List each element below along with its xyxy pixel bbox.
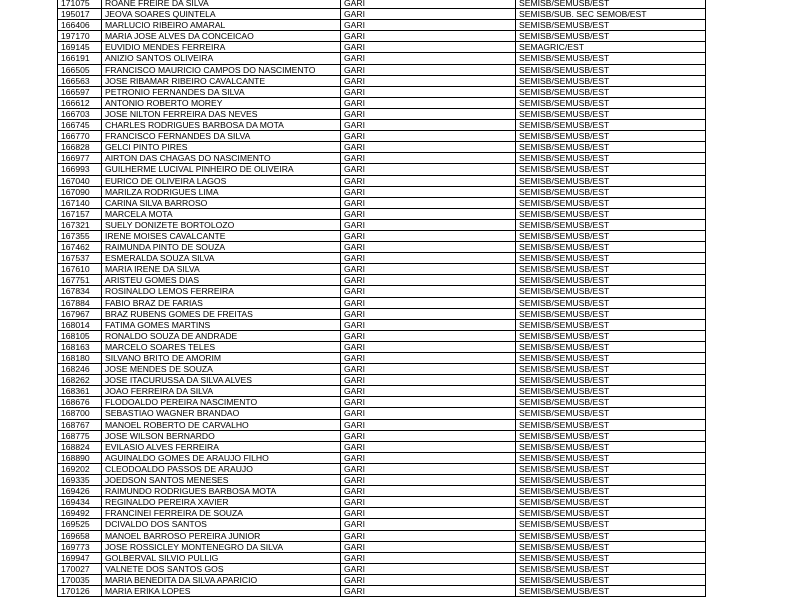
department-cell: SEMISB/SEMUSB/EST <box>516 319 706 330</box>
employee-id-cell: 169525 <box>58 519 102 530</box>
job-title-cell: GARI <box>341 253 516 264</box>
employee-name-cell: ROANE FREIRE DA SILVA <box>102 0 341 9</box>
employee-name-cell: JOSE ITACURUSSA DA SILVA ALVES <box>102 375 341 386</box>
employee-id-cell: 168163 <box>58 341 102 352</box>
table-row <box>58 153 706 164</box>
department-cell: SEMISB/SEMUSB/EST <box>516 120 706 131</box>
department-cell: SEMISB/SEMUSB/EST <box>516 297 706 308</box>
table-row <box>58 419 706 430</box>
employee-id-cell: 167321 <box>58 219 102 230</box>
job-title-cell: GARI <box>341 330 516 341</box>
department-cell: SEMISB/SEMUSB/EST <box>516 397 706 408</box>
department-cell: SEMISB/SEMUSB/EST <box>516 530 706 541</box>
job-title-cell: GARI <box>341 419 516 430</box>
job-title-cell: GARI <box>341 530 516 541</box>
table-row <box>58 208 706 219</box>
employee-id-cell: 168180 <box>58 353 102 364</box>
department-cell: SEMISB/SEMUSB/EST <box>516 131 706 142</box>
table-row <box>58 408 706 419</box>
department-cell: SEMISB/SEMUSB/EST <box>516 508 706 519</box>
job-title-cell: GARI <box>341 131 516 142</box>
department-cell: SEMISB/SEMUSB/EST <box>516 519 706 530</box>
table-row <box>58 131 706 142</box>
employee-id-cell: 168824 <box>58 441 102 452</box>
employee-id-cell: 170126 <box>58 585 102 596</box>
table-row <box>58 541 706 552</box>
job-title-cell: GARI <box>341 186 516 197</box>
job-title-cell: GARI <box>341 397 516 408</box>
job-title-cell: GARI <box>341 219 516 230</box>
department-cell: SEMISB/SEMUSB/EST <box>516 186 706 197</box>
employee-table-body <box>58 0 706 597</box>
job-title-cell: GARI <box>341 20 516 31</box>
job-title-cell: GARI <box>341 208 516 219</box>
job-title-cell: GARI <box>341 108 516 119</box>
employee-id-cell: 169658 <box>58 530 102 541</box>
department-cell: SEMISB/SEMUSB/EST <box>516 153 706 164</box>
employee-id-cell: 166993 <box>58 164 102 175</box>
table-row <box>58 486 706 497</box>
department-cell: SEMISB/SEMUSB/EST <box>516 208 706 219</box>
employee-name-cell: CHARLES RODRIGUES BARBOSA DA MOTA <box>102 120 341 131</box>
table-row <box>58 186 706 197</box>
job-title-cell: GARI <box>341 452 516 463</box>
table-row <box>58 31 706 42</box>
employee-name-cell: EURICO DE OLIVEIRA LAGOS <box>102 175 341 186</box>
job-title-cell: GARI <box>341 463 516 474</box>
department-cell: SEMISB/SEMUSB/EST <box>516 419 706 430</box>
department-cell: SEMISB/SEMUSB/EST <box>516 53 706 64</box>
employee-id-cell: 166977 <box>58 153 102 164</box>
table-row <box>58 330 706 341</box>
employee-name-cell: JOSE RIBAMAR RIBEIRO CAVALCANTE <box>102 75 341 86</box>
employee-name-cell: REGINALDO PEREIRA XAVIER <box>102 497 341 508</box>
department-cell: SEMISB/SEMUSB/EST <box>516 230 706 241</box>
employee-name-cell: FRANCISCO MAURICIO CAMPOS DO NASCIMENTO <box>102 64 341 75</box>
department-cell: SEMISB/SEMUSB/EST <box>516 497 706 508</box>
table-row <box>58 242 706 253</box>
department-cell: SEMISB/SEMUSB/EST <box>516 197 706 208</box>
employee-name-cell: MARCELA MOTA <box>102 208 341 219</box>
employee-id-cell: 167157 <box>58 208 102 219</box>
department-cell: SEMISB/SEMUSB/EST <box>516 563 706 574</box>
job-title-cell: GARI <box>341 175 516 186</box>
employee-name-cell: FABIO BRAZ DE FARIAS <box>102 297 341 308</box>
employee-id-cell: 170035 <box>58 574 102 585</box>
employee-name-cell: JEOVA SOARES QUINTELA <box>102 9 341 20</box>
employee-name-cell: GUILHERME LUCIVAL PINHEIRO DE OLIVEIRA <box>102 164 341 175</box>
table-row <box>58 441 706 452</box>
employee-id-cell: 169426 <box>58 486 102 497</box>
department-cell: SEMISB/SEMUSB/EST <box>516 585 706 596</box>
table-row <box>58 97 706 108</box>
department-cell: SEMISB/SEMUSB/EST <box>516 86 706 97</box>
job-title-cell: GARI <box>341 375 516 386</box>
employee-name-cell: SILVANO BRITO DE AMORIM <box>102 353 341 364</box>
department-cell: SEMISB/SEMUSB/EST <box>516 574 706 585</box>
table-row <box>58 230 706 241</box>
job-title-cell: GARI <box>341 64 516 75</box>
employee-id-cell: 171075 <box>58 0 102 9</box>
job-title-cell: GARI <box>341 475 516 486</box>
department-cell: SEMISB/SEMUSB/EST <box>516 142 706 153</box>
department-cell: SEMISB/SEMUSB/EST <box>516 0 706 9</box>
employee-id-cell: 168262 <box>58 375 102 386</box>
department-cell: SEMISB/SEMUSB/EST <box>516 330 706 341</box>
department-cell: SEMISB/SEMUSB/EST <box>516 64 706 75</box>
job-title-cell: GARI <box>341 53 516 64</box>
employee-name-cell: FRANCISCO FERNANDES DA SILVA <box>102 131 341 142</box>
department-cell: SEMISB/SEMUSB/EST <box>516 164 706 175</box>
department-cell: SEMISB/SEMUSB/EST <box>516 475 706 486</box>
employee-id-cell: 166703 <box>58 108 102 119</box>
table-row <box>58 75 706 86</box>
employee-id-cell: 169947 <box>58 552 102 563</box>
employee-id-cell: 166745 <box>58 120 102 131</box>
department-cell: SEMISB/SEMUSB/EST <box>516 452 706 463</box>
employee-id-cell: 167090 <box>58 186 102 197</box>
table-row <box>58 297 706 308</box>
employee-name-cell: MANOEL BARROSO PEREIRA JUNIOR <box>102 530 341 541</box>
employee-name-cell: JOSE MENDES DE SOUZA <box>102 364 341 375</box>
employee-id-cell: 167140 <box>58 197 102 208</box>
employee-name-cell: SUELY DONIZETE BORTOLOZO <box>102 219 341 230</box>
table-row <box>58 275 706 286</box>
employee-id-cell: 169145 <box>58 42 102 53</box>
employee-name-cell: AIRTON DAS CHAGAS DO NASCIMENTO <box>102 153 341 164</box>
table-row <box>58 20 706 31</box>
employee-id-cell: 167834 <box>58 286 102 297</box>
table-row <box>58 253 706 264</box>
employee-name-cell: FLODOALDO PEREIRA NASCIMENTO <box>102 397 341 408</box>
job-title-cell: GARI <box>341 197 516 208</box>
job-title-cell: GARI <box>341 386 516 397</box>
department-cell: SEMISB/SEMUSB/EST <box>516 408 706 419</box>
table-row <box>58 430 706 441</box>
employee-id-cell: 166191 <box>58 53 102 64</box>
table-row <box>58 463 706 474</box>
job-title-cell: GARI <box>341 541 516 552</box>
job-title-cell: GARI <box>341 0 516 9</box>
job-title-cell: GARI <box>341 153 516 164</box>
job-title-cell: GARI <box>341 142 516 153</box>
employee-id-cell: 168775 <box>58 430 102 441</box>
employee-name-cell: JOAO FERREIRA DA SILVA <box>102 386 341 397</box>
employee-id-cell: 166406 <box>58 20 102 31</box>
table-row <box>58 108 706 119</box>
employee-name-cell: RAIMUNDA PINTO DE SOUZA <box>102 242 341 253</box>
department-cell: SEMISB/SUB. SEC SEMOB/EST <box>516 9 706 20</box>
job-title-cell: GARI <box>341 75 516 86</box>
employee-name-cell: AGUINALDO GOMES DE ARAUJO FILHO <box>102 452 341 463</box>
department-cell: SEMISB/SEMUSB/EST <box>516 253 706 264</box>
employee-id-cell: 168014 <box>58 319 102 330</box>
table-row <box>58 64 706 75</box>
employee-name-cell: GOLBERVAL SILVIO PULLIG <box>102 552 341 563</box>
employee-id-cell: 169773 <box>58 541 102 552</box>
table-row <box>58 563 706 574</box>
employee-name-cell: PETRONIO FERNANDES DA SILVA <box>102 86 341 97</box>
job-title-cell: GARI <box>341 31 516 42</box>
employee-id-cell: 168361 <box>58 386 102 397</box>
employee-id-cell: 167040 <box>58 175 102 186</box>
employee-id-cell: 167537 <box>58 253 102 264</box>
table-row <box>58 175 706 186</box>
employee-id-cell: 168890 <box>58 452 102 463</box>
employee-id-cell: 167884 <box>58 297 102 308</box>
table-row <box>58 353 706 364</box>
department-cell: SEMISB/SEMUSB/EST <box>516 31 706 42</box>
employee-table <box>57 0 706 597</box>
job-title-cell: GARI <box>341 164 516 175</box>
employee-name-cell: EUVIDIO MENDES FERREIRA <box>102 42 341 53</box>
table-row <box>58 53 706 64</box>
table-row <box>58 86 706 97</box>
employee-name-cell: MARIA JOSE ALVES DA CONCEICAO <box>102 31 341 42</box>
job-title-cell: GARI <box>341 408 516 419</box>
table-row <box>58 142 706 153</box>
job-title-cell: GARI <box>341 319 516 330</box>
employee-id-cell: 197170 <box>58 31 102 42</box>
employee-id-cell: 166563 <box>58 75 102 86</box>
employee-id-cell: 195017 <box>58 9 102 20</box>
employee-id-cell: 168767 <box>58 419 102 430</box>
job-title-cell: GARI <box>341 297 516 308</box>
job-title-cell: GARI <box>341 441 516 452</box>
employee-id-cell: 166770 <box>58 131 102 142</box>
employee-id-cell: 168700 <box>58 408 102 419</box>
job-title-cell: GARI <box>341 275 516 286</box>
table-row <box>58 530 706 541</box>
department-cell: SEMISB/SEMUSB/EST <box>516 108 706 119</box>
employee-name-cell: JOSE ROSSICLEY MONTENEGRO DA SILVA <box>102 541 341 552</box>
department-cell: SEMISB/SEMUSB/EST <box>516 219 706 230</box>
table-row <box>58 574 706 585</box>
employee-name-cell: BRAZ RUBENS GOMES DE FREITAS <box>102 308 341 319</box>
employee-id-cell: 170027 <box>58 563 102 574</box>
job-title-cell: GARI <box>341 519 516 530</box>
department-cell: SEMISB/SEMUSB/EST <box>516 308 706 319</box>
employee-name-cell: MARILZA RODRIGUES LIMA <box>102 186 341 197</box>
employee-name-cell: JOSE NILTON FERREIRA DAS NEVES <box>102 108 341 119</box>
department-cell: SEMISB/SEMUSB/EST <box>516 75 706 86</box>
table-row <box>58 264 706 275</box>
table-row <box>58 519 706 530</box>
employee-name-cell: MARLUCIO RIBEIRO AMARAL <box>102 20 341 31</box>
table-row <box>58 286 706 297</box>
employee-name-cell: RONALDO SOUZA DE ANDRADE <box>102 330 341 341</box>
employee-name-cell: MANOEL ROBERTO DE CARVALHO <box>102 419 341 430</box>
employee-id-cell: 166612 <box>58 97 102 108</box>
department-cell: SEMISB/SEMUSB/EST <box>516 463 706 474</box>
job-title-cell: GARI <box>341 353 516 364</box>
employee-name-cell: MARIA ERIKA LOPES <box>102 585 341 596</box>
table-row <box>58 552 706 563</box>
job-title-cell: GARI <box>341 508 516 519</box>
job-title-cell: GARI <box>341 574 516 585</box>
department-cell: SEMISB/SEMUSB/EST <box>516 364 706 375</box>
job-title-cell: GARI <box>341 120 516 131</box>
table-row <box>58 386 706 397</box>
employee-id-cell: 169492 <box>58 508 102 519</box>
department-cell: SEMISB/SEMUSB/EST <box>516 486 706 497</box>
table-row <box>58 375 706 386</box>
department-cell: SEMISB/SEMUSB/EST <box>516 353 706 364</box>
employee-name-cell: IRENE MOISES CAVALCANTE <box>102 230 341 241</box>
table-row <box>58 197 706 208</box>
department-cell: SEMISB/SEMUSB/EST <box>516 20 706 31</box>
employee-id-cell: 169202 <box>58 463 102 474</box>
employee-id-cell: 169335 <box>58 475 102 486</box>
employee-id-cell: 167355 <box>58 230 102 241</box>
table-row <box>58 452 706 463</box>
job-title-cell: GARI <box>341 230 516 241</box>
employee-id-cell: 166828 <box>58 142 102 153</box>
table-row <box>58 364 706 375</box>
table-row <box>58 319 706 330</box>
department-cell: SEMISB/SEMUSB/EST <box>516 430 706 441</box>
employee-id-cell: 168676 <box>58 397 102 408</box>
department-cell: SEMISB/SEMUSB/EST <box>516 264 706 275</box>
job-title-cell: GARI <box>341 486 516 497</box>
table-row <box>58 164 706 175</box>
department-cell: SEMISB/SEMUSB/EST <box>516 375 706 386</box>
employee-name-cell: FATIMA GOMES MARTINS <box>102 319 341 330</box>
job-title-cell: GARI <box>341 42 516 53</box>
employee-id-cell: 166505 <box>58 64 102 75</box>
employee-id-cell: 168246 <box>58 364 102 375</box>
job-title-cell: GARI <box>341 364 516 375</box>
employee-name-cell: JOSE WILSON BERNARDO <box>102 430 341 441</box>
job-title-cell: GARI <box>341 563 516 574</box>
table-row <box>58 475 706 486</box>
table-row <box>58 120 706 131</box>
table-row <box>58 341 706 352</box>
department-cell: SEMISB/SEMUSB/EST <box>516 552 706 563</box>
job-title-cell: GARI <box>341 308 516 319</box>
department-cell: SEMISB/SEMUSB/EST <box>516 275 706 286</box>
employee-id-cell: 166597 <box>58 86 102 97</box>
employee-name-cell: MARIA BENEDITA DA SILVA APARICIO <box>102 574 341 585</box>
job-title-cell: GARI <box>341 552 516 563</box>
department-cell: SEMISB/SEMUSB/EST <box>516 242 706 253</box>
table-row <box>58 42 706 53</box>
employee-name-cell: CARINA SILVA BARROSO <box>102 197 341 208</box>
department-cell: SEMISB/SEMUSB/EST <box>516 286 706 297</box>
department-cell: SEMAGRIC/EST <box>516 42 706 53</box>
employee-name-cell: ROSINALDO LEMOS FERREIRA <box>102 286 341 297</box>
employee-name-cell: MARIA IRENE DA SILVA <box>102 264 341 275</box>
table-row <box>58 0 706 9</box>
table-row <box>58 397 706 408</box>
employee-name-cell: DCIVALDO DOS SANTOS <box>102 519 341 530</box>
employee-name-cell: GELCI PINTO PIRES <box>102 142 341 153</box>
employee-name-cell: MARCELO SOARES TELES <box>102 341 341 352</box>
table-row <box>58 497 706 508</box>
table-row <box>58 308 706 319</box>
employee-name-cell: JOEDSON SANTOS MENESES <box>102 475 341 486</box>
job-title-cell: GARI <box>341 286 516 297</box>
employee-id-cell: 168105 <box>58 330 102 341</box>
employee-id-cell: 167610 <box>58 264 102 275</box>
department-cell: SEMISB/SEMUSB/EST <box>516 97 706 108</box>
job-title-cell: GARI <box>341 9 516 20</box>
department-cell: SEMISB/SEMUSB/EST <box>516 341 706 352</box>
table-row <box>58 219 706 230</box>
employee-id-cell: 167967 <box>58 308 102 319</box>
job-title-cell: GARI <box>341 97 516 108</box>
department-cell: SEMISB/SEMUSB/EST <box>516 541 706 552</box>
job-title-cell: GARI <box>341 585 516 596</box>
employee-name-cell: ANIZIO SANTOS OLIVEIRA <box>102 53 341 64</box>
employee-name-cell: FRANCINEI FERREIRA DE SOUZA <box>102 508 341 519</box>
employee-name-cell: CLEODOALDO PASSOS DE ARAUJO <box>102 463 341 474</box>
employee-name-cell: ARISTEU GOMES DIAS <box>102 275 341 286</box>
table-row <box>58 9 706 20</box>
employee-id-cell: 169434 <box>58 497 102 508</box>
department-cell: SEMISB/SEMUSB/EST <box>516 386 706 397</box>
department-cell: SEMISB/SEMUSB/EST <box>516 441 706 452</box>
job-title-cell: GARI <box>341 497 516 508</box>
job-title-cell: GARI <box>341 242 516 253</box>
employee-name-cell: VALNETE DOS SANTOS GOS <box>102 563 341 574</box>
table-row <box>58 585 706 596</box>
employee-name-cell: EVILASIO ALVES FERREIRA <box>102 441 341 452</box>
employee-id-cell: 167751 <box>58 275 102 286</box>
employee-name-cell: RAIMUNDO RODRIGUES BARBOSA MOTA <box>102 486 341 497</box>
table-row <box>58 508 706 519</box>
employee-name-cell: ESMERALDA SOUZA SILVA <box>102 253 341 264</box>
job-title-cell: GARI <box>341 86 516 97</box>
employee-name-cell: ANTONIO ROBERTO MOREY <box>102 97 341 108</box>
job-title-cell: GARI <box>341 430 516 441</box>
employee-id-cell: 167462 <box>58 242 102 253</box>
employee-name-cell: SEBASTIAO WAGNER BRANDAO <box>102 408 341 419</box>
job-title-cell: GARI <box>341 264 516 275</box>
department-cell: SEMISB/SEMUSB/EST <box>516 175 706 186</box>
job-title-cell: GARI <box>341 341 516 352</box>
